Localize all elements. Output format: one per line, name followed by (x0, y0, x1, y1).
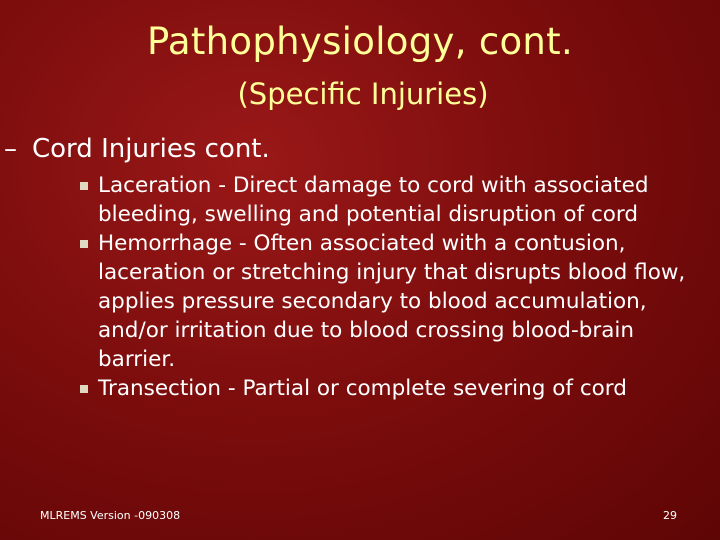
bullet-text: Transection - Partial or complete severing of cord (98, 376, 627, 401)
footer-version: MLREMS Version -090308 (40, 509, 181, 522)
level1-item (4, 131, 270, 167)
slide-number: 29 (663, 509, 677, 522)
square-bullet-icon (80, 240, 88, 248)
bullet-text: Hemorrhage - Often associated with a contusion, laceration or stretching injury that disrupts blood flow, applies pressure secondary to blood accumulation, and/or irritation due to blood crossing blood-brain barrier. (98, 231, 686, 372)
level1-label: Cord Injuries cont. (32, 134, 270, 164)
square-bullet-icon (80, 385, 88, 393)
bullet-item-laceration (80, 171, 710, 229)
bullet-list (80, 171, 710, 403)
bullet-text: Laceration - Direct damage to cord with associated bleeding, swelling and potential disruption of cord (98, 173, 649, 227)
slide-title: Pathophysiology, cont. (146, 20, 574, 63)
bullet-item-hemorrhage (80, 229, 710, 374)
square-bullet-icon (80, 182, 88, 190)
dash-bullet-icon: – (4, 134, 17, 164)
bullet-item-transection (80, 374, 710, 403)
slide-subtitle: (Specific Injuries) (237, 77, 489, 111)
